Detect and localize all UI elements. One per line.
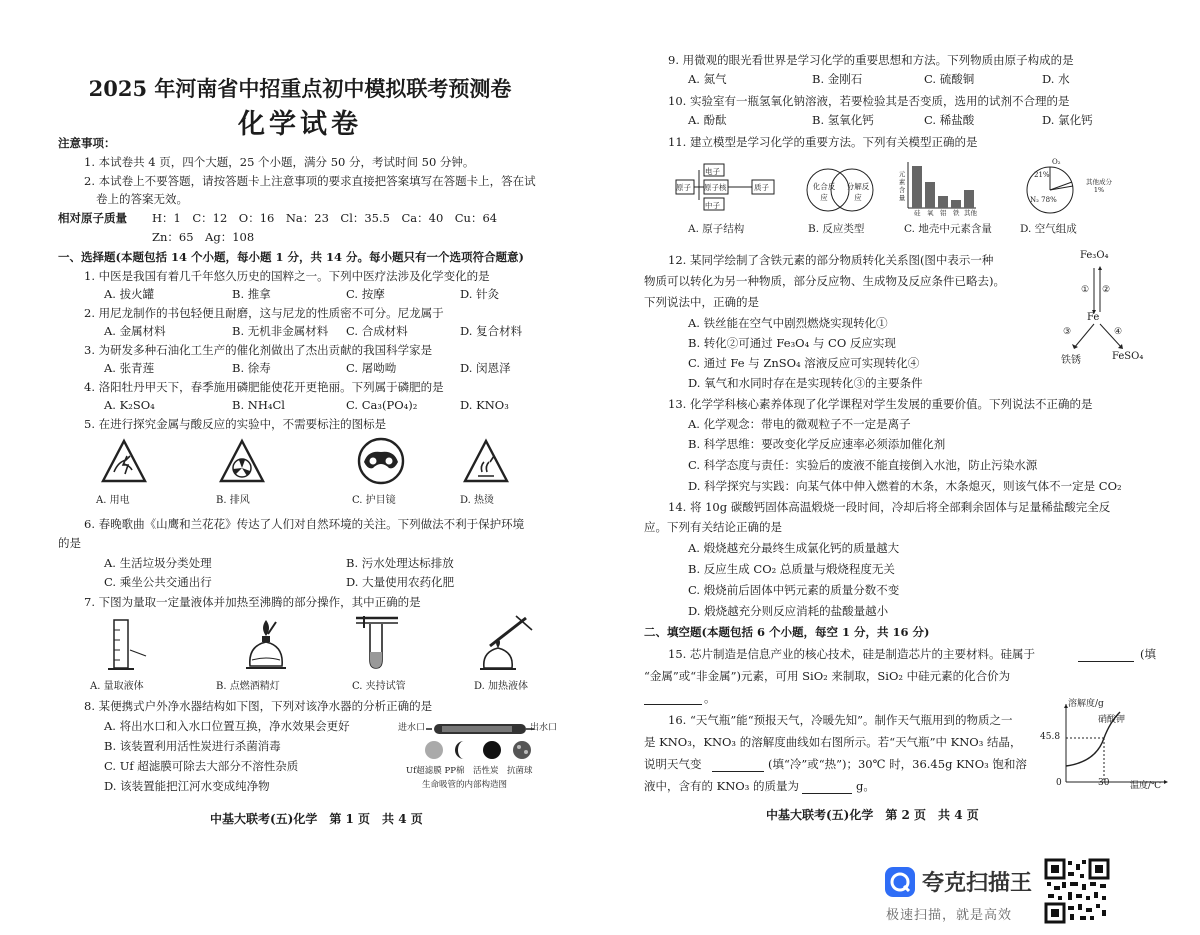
chart-series-label: 硝酸钾 [1098, 715, 1126, 725]
watermark-slogan: 极速扫描，就是高效 [886, 908, 1013, 923]
option: C. 屠呦呦 [346, 361, 397, 375]
notice-line: 1. 本试卷共 4 页，四个大题，25 个小题，满分 50 分，考试时间 50 分钟。 [84, 155, 475, 169]
diagram-node-feso4: FeSO₄ [1112, 351, 1144, 362]
option: C. 乘坐公共交通出行 [104, 575, 212, 589]
figure-caption: B. 点燃酒精灯 [216, 681, 280, 692]
question-stem: 下列说法中，正确的是 [644, 295, 759, 309]
water-straw-figure [432, 722, 532, 736]
option: B. 氢氧化钙 [812, 113, 874, 127]
atomic-mass-values: Zn：65 Ag：108 [152, 230, 255, 244]
pie-label: 其他成分 1% [1086, 178, 1112, 194]
option: B. 推拿 [232, 287, 271, 301]
chart-ylabel: 溶解度/g [1068, 699, 1104, 709]
question-stem: 4. 洛阳牡丹甲天下，春季施用磷肥能使花开更艳丽。下列属于磷肥的是 [84, 380, 444, 394]
model-label: 中子 [705, 201, 720, 210]
bar-label: 其他 [964, 209, 977, 217]
option: C. Uf 超滤膜可除去大部分不溶性杂质 [104, 759, 299, 773]
question-stem: 2. 用尼龙制作的书包轻便且耐磨，这与尼龙的性质密不可分。尼龙属于 [84, 306, 444, 320]
air-composition-pie-chart [1020, 160, 1080, 216]
diagram-node-rust: 铁锈 [1061, 355, 1081, 366]
chart-xtick: 30 [1098, 778, 1110, 788]
diagram-node-fe3o4: Fe₃O₄ [1080, 250, 1109, 261]
model-label: 质子 [754, 183, 769, 192]
option: A. 煅烧越充分最终生成氯化钙的质量越大 [688, 541, 900, 555]
option: A. 张青莲 [104, 361, 155, 375]
subject-title: 化学试卷 [238, 109, 362, 140]
safety-goggles-icon [355, 436, 407, 486]
electricity-warning-icon [100, 438, 148, 486]
option: A. 生活垃圾分类处理 [104, 556, 212, 570]
option: A. 氮气 [688, 72, 727, 86]
option: B. 科学思维：要改变化学反应速率必须添加催化剂 [688, 437, 946, 451]
option: D. 水 [1042, 72, 1070, 86]
chart-ytick: 45.8 [1040, 732, 1061, 742]
notice-heading: 注意事项： [58, 136, 116, 150]
option: A. 酚酞 [688, 113, 727, 127]
test-tube-clamp-figure [348, 612, 408, 674]
filter-layers-figure [420, 738, 540, 762]
question-stem: 14. 将 10g 碳酸钙固体高温煅烧一段时间，冷却后将全部剩余固体与足量稀盐酸完全反 [668, 500, 1111, 514]
iron-conversion-diagram [1070, 264, 1170, 364]
question-stem: 6. 春晚歌曲《山鹰和兰花花》传达了人们对自然环境的关注。下列做法不利于保护环境 [84, 517, 525, 531]
question-text: 液中，含有的 KNO₃ 的质量为 [644, 779, 800, 793]
qr-code-image [1044, 858, 1110, 924]
option: A. K₂SO₄ [104, 398, 155, 412]
answer-blank[interactable] [1078, 648, 1134, 662]
option: B. 徐寿 [232, 361, 271, 375]
option: C. 按摩 [346, 287, 385, 301]
icon-caption: A. 用电 [96, 495, 130, 506]
question-stem: 16. “天气瓶”能“预报天气，冷暖先知”。制作天气瓶用到的物质之一 [668, 713, 1013, 727]
question-stem: 12. 某同学绘制了含铁元素的部分物质转化关系图(图中表示一种 [668, 253, 994, 267]
arrow-number: ① [1081, 285, 1090, 295]
question-stem: 是 KNO₃，KNO₃ 的溶解度曲线如右图所示。若“天气瓶”中 KNO₃ 结晶， [644, 735, 1022, 749]
arrow-number: ③ [1063, 327, 1072, 337]
question-stem: 物质可以转化为另一种物质，部分反应物、生成物及反应条件已略去)。 [644, 274, 1005, 288]
option: A. 将出水口和入水口位置互换，净水效果会更好 [104, 719, 350, 733]
question-stem: 11. 建立模型是学习化学的重要方法。下列有关模型正确的是 [668, 135, 978, 149]
option: D. 科学探究与实践：向某气体中伸入燃着的木条，木条熄灭，则该气体不一定是 CO₂ [688, 479, 1122, 493]
icon-caption: C. 护目镜 [352, 495, 396, 506]
option: A. 金属材料 [104, 324, 166, 338]
question-stem: 应。下列有关结论正确的是 [644, 520, 782, 534]
atomic-mass-values: H：1 C：12 O：16 Na：23 Cl：35.5 Ca：40 Cu：64 [152, 211, 498, 225]
figure-caption: C. 夹持试管 [352, 681, 406, 692]
option: B. 该装置利用活性炭进行杀菌消毒 [104, 739, 281, 753]
option: D. KNO₃ [460, 398, 509, 412]
option: B. 金刚石 [812, 72, 863, 86]
question-stem: 7. 下图为量取一定量液体并加热至沸腾的部分操作，其中正确的是 [84, 595, 421, 609]
outlet-label: 出水口 [530, 723, 558, 733]
question-stem: 10. 实验室有一瓶氢氧化钠溶液，若要检验其是否变质，选用的试剂不合理的是 [668, 94, 1070, 108]
model-label: 原子 [676, 183, 691, 192]
watermark-brand: 夸克扫描王 [922, 871, 1033, 896]
figure-caption: B. 反应类型 [808, 223, 865, 235]
exam-page-2 [600, 0, 1200, 935]
answer-blank[interactable] [644, 691, 702, 705]
option: D. 该装置能把江河水变成纯净物 [104, 779, 270, 793]
question-stem: 3. 为研发多种石油化工生产的催化剂做出了杰出贡献的我国科学家是 [84, 343, 433, 357]
section-heading: 一、选择题(本题包括 14 个小题，每小题 1 分，共 14 分。每小题只有一个选项符合题意) [58, 250, 524, 264]
pie-label: N₂ 78% [1030, 196, 1057, 204]
page-footer: 中基大联考(五)化学 第 2 页 共 4 页 [766, 808, 979, 822]
ventilation-fan-icon [218, 438, 266, 486]
question-stem: 15. 芯片制造是信息产业的核心技术，硅是制造芯片的主要材料。硅属于 [668, 647, 1035, 661]
notice-line: 2. 本试卷上不要答题，请按答题卡上注意事项的要求直接把答案填写在答题卡上，答在试 [84, 174, 536, 188]
question-stem: “金属”或“非金属”)元素，可用 SiO₂ 来制取，SiO₂ 中硅元素的化合价为 [644, 669, 1011, 683]
option: A. 铁丝能在空气中剧烈燃烧实现转化① [688, 316, 888, 330]
question-stem: 1. 中医是我国有着几千年悠久历史的国粹之一。下列中医疗法涉及化学变化的是 [84, 269, 490, 283]
heating-liquid-figure [476, 612, 538, 674]
exam-title: 2025 年河南省中招重点初中模拟联考预测卷 [88, 76, 512, 101]
option: C. 硫酸铜 [924, 72, 975, 86]
diagram-node-fe: Fe [1087, 312, 1100, 323]
question-stem: 13. 化学学科核心素养体现了化学课程对学生发展的重要价值。下列说法不正确的是 [668, 397, 1093, 411]
alcohol-lamp-figure [236, 616, 296, 674]
figure-caption: D. 空气组成 [1020, 223, 1077, 235]
option: C. 通过 Fe 与 ZnSO₄ 溶液反应可实现转化④ [688, 356, 920, 370]
figure-caption: C. 地壳中元素含量 [904, 223, 992, 235]
question-text: 说明天气变 [644, 757, 702, 771]
option: A. 拔火罐 [104, 287, 155, 301]
venn-label: 分解反应 [846, 182, 870, 202]
chart-origin: 0 [1056, 778, 1062, 788]
chart-xlabel: 温度/℃ [1130, 781, 1162, 791]
option: D. 大量使用农药化肥 [346, 575, 455, 589]
bar-label: 氧 [927, 209, 934, 217]
bar-label: 硅 [914, 209, 921, 217]
measuring-cylinder-figure [100, 616, 160, 674]
pie-label: O₂ [1052, 158, 1061, 166]
option: B. 反应生成 CO₂ 总质量与煅烧程度无关 [688, 562, 895, 576]
arrow-number: ② [1102, 285, 1111, 295]
hot-surface-icon [462, 438, 510, 486]
page-footer: 中基大联考(五)化学 第 1 页 共 4 页 [210, 812, 423, 826]
icon-caption: D. 热烫 [460, 495, 495, 506]
answer-blank[interactable] [802, 780, 852, 794]
option: D. 复合材料 [460, 324, 523, 338]
atomic-mass-label: 相对原子质量 [58, 211, 127, 225]
option: B. 转化②可通过 Fe₃O₄ 与 CO 反应实现 [688, 336, 896, 350]
filter-caption: Uf超滤膜 PP棉 活性炭 抗菌球 [406, 766, 533, 776]
pie-label: 21% [1034, 171, 1050, 179]
option: D. 针灸 [460, 287, 500, 301]
bar-label: 铝 [940, 209, 947, 217]
question-stem: 9. 用微观的眼光看世界是学习化学的重要思想和方法。下列物质由原子构成的是 [668, 53, 1074, 67]
option: A. 化学观念：带电的微观粒子不一定是离子 [688, 417, 911, 431]
option: D. 氧气和水同时存在是实现转化③的主要条件 [688, 376, 923, 390]
question-text: g。 [856, 779, 875, 793]
option: B. 无机非金属材料 [232, 324, 329, 338]
question-stem: 8. 某便携式户外净水器结构如下图，下列对该净水器的分析正确的是 [84, 699, 433, 713]
inlet-label: 进水口 [398, 723, 426, 733]
question-text: (填 [1140, 647, 1156, 661]
filter-caption: 生命吸管的内部构造图 [422, 780, 508, 790]
option: C. Ca₃(PO₄)₂ [346, 398, 418, 412]
model-label: 电子 [705, 167, 720, 176]
arrow-number: ④ [1114, 327, 1123, 337]
option: C. 科学态度与责任：实验后的废液不能直接倒入水池，防止污染水源 [688, 458, 1038, 472]
section-heading: 二、填空题(本题包括 6 个小题，每空 1 分，共 16 分) [644, 625, 930, 639]
option: B. 污水处理达标排放 [346, 556, 454, 570]
question-stem: 的是 [58, 536, 81, 550]
option: C. 合成材料 [346, 324, 408, 338]
notice-line: 卷上的答案无效。 [96, 192, 188, 206]
question-text: 。 [704, 691, 716, 705]
option: D. 煅烧越充分则反应消耗的盐酸量越小 [688, 604, 889, 618]
scanner-logo-icon [884, 866, 916, 898]
option: B. NH₄Cl [232, 398, 285, 412]
option: C. 稀盐酸 [924, 113, 975, 127]
venn-label: 化合反应 [812, 182, 836, 202]
model-label: 原子核 [704, 183, 727, 192]
question-text: (填“冷”或“热”)；30℃ 时，36.45g KNO₃ 饱和溶 [768, 757, 1027, 771]
figure-caption: A. 原子结构 [688, 223, 745, 235]
option: C. 煅烧前后固体中钙元素的质量分数不变 [688, 583, 900, 597]
icon-caption: B. 排风 [216, 495, 250, 506]
figure-caption: A. 量取液体 [90, 681, 144, 692]
figure-caption: D. 加热液体 [474, 681, 529, 692]
bar-label: 铁 [953, 209, 960, 217]
bar-chart-ylabel: 元素含量 [898, 170, 906, 202]
answer-blank[interactable] [712, 758, 764, 772]
question-stem: 5. 在进行探究金属与酸反应的实验中，不需要标注的图标是 [84, 417, 387, 431]
option: D. 闵恩泽 [460, 361, 511, 375]
option: D. 氯化钙 [1042, 113, 1093, 127]
